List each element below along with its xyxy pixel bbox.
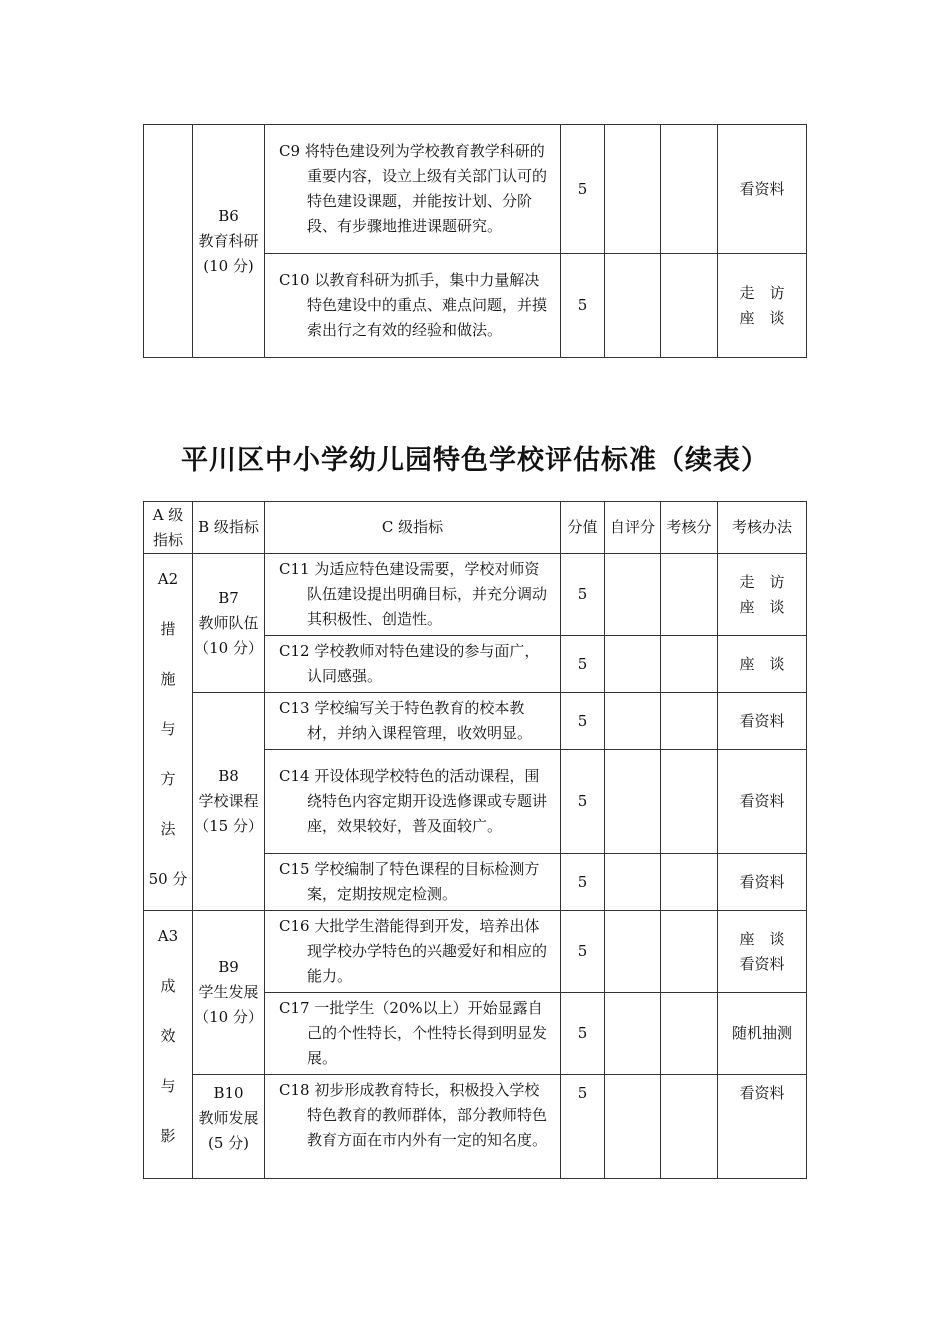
check-score-cell (661, 554, 718, 636)
table-row (144, 1075, 807, 1179)
score-cell: 5 (561, 554, 605, 636)
method-cell: 看资料 (718, 854, 807, 911)
c15-cell: C15 学校编制了特色课程的目标检测方案，定期按规定检测。 (265, 854, 561, 911)
b8-cell: B8 学校课程 （15 分） (193, 693, 265, 911)
b9-cell: B9 学生发展 （10 分） (193, 911, 265, 1075)
method-cell: 看资料 (718, 1075, 807, 1179)
self-score-cell (605, 854, 661, 911)
c17-cell: C17 一批学生（20%以上）开始显露自己的个性特长，个性特长得到明显发展。 (265, 993, 561, 1075)
c16-cell: C16 大批学生潜能得到开发，培养出体现学校办学特色的兴趣爱好和相应的能力。 (265, 911, 561, 993)
c18-cell: C18 初步形成教育特长，积极投入学校特色教育的教师群体，部分教师特色教育方面在市内外有一定的知名度。 (265, 1075, 561, 1179)
header-a-level: A 级指标 (144, 502, 193, 554)
check-score-cell (661, 693, 718, 750)
header-method: 考核办法 (718, 502, 807, 554)
self-score-cell (605, 993, 661, 1075)
header-c-level: C 级指标 (265, 502, 561, 554)
header-check-score: 考核分 (661, 502, 718, 554)
a2-cell: A2 措 施 与 方 法 50 分 (144, 554, 193, 911)
header-self-score: 自评分 (605, 502, 661, 554)
method-cell: 座 谈 (718, 636, 807, 693)
method-cell: 座 谈 看资料 (718, 911, 807, 993)
self-score-cell (605, 125, 661, 254)
score-cell: 5 (561, 693, 605, 750)
table-header-row (144, 502, 807, 554)
b10-cell: B10 教师发展 (5 分) (193, 1075, 265, 1179)
method-cell: 看资料 (718, 125, 807, 254)
table-row (144, 125, 807, 254)
table-row (144, 911, 807, 993)
c9-cell: C9 将特色建设列为学校教育教学科研的重要内容，设立上级有关部门认可的特色建设课题，并能按计划、分阶段、有步骤地推进课题研究。 (265, 125, 561, 254)
self-score-cell (605, 750, 661, 854)
check-score-cell (661, 254, 718, 358)
check-score-cell (661, 854, 718, 911)
check-score-cell (661, 750, 718, 854)
b7-cell: B7 教师队伍 （10 分） (193, 554, 265, 693)
method-cell: 随机抽测 (718, 993, 807, 1075)
method-cell: 走 访 座 谈 (718, 554, 807, 636)
header-b-level: B 级指标 (193, 502, 265, 554)
a-level-cell (144, 125, 193, 358)
score-cell: 5 (561, 636, 605, 693)
table-continuation (143, 124, 807, 358)
score-cell: 5 (561, 993, 605, 1075)
method-cell: 走 访 座 谈 (718, 254, 807, 358)
method-cell: 看资料 (718, 750, 807, 854)
c14-cell: C14 开设体现学校特色的活动课程，围绕特色内容定期开设选修课或专题讲座，效果较好，普及面较广。 (265, 750, 561, 854)
c13-cell: C13 学校编写关于特色教育的校本教材，并纳入课程管理，收效明显。 (265, 693, 561, 750)
score-cell: 5 (561, 854, 605, 911)
header-score: 分值 (561, 502, 605, 554)
table-row (144, 693, 807, 750)
self-score-cell (605, 693, 661, 750)
score-cell: 5 (561, 911, 605, 993)
score-cell: 5 (561, 1075, 605, 1179)
b6-name: 教育科研 (198, 231, 259, 250)
self-score-cell (605, 911, 661, 993)
b6-points: (10 分) (203, 256, 254, 275)
table-evaluation (143, 501, 807, 1179)
check-score-cell (661, 993, 718, 1075)
c12-cell: C12 学校教师对特色建设的参与面广，认同感强。 (265, 636, 561, 693)
method-cell: 看资料 (718, 693, 807, 750)
c11-cell: C11 为适应特色建设需要，学校对师资队伍建设提出明确目标，并充分调动其积极性、创造性。 (265, 554, 561, 636)
c10-cell: C10 以教育科研为抓手，集中力量解决特色建设中的重点、难点问题，并摸索出行之有效的经验和做法。 (265, 254, 561, 358)
score-cell: 5 (561, 125, 605, 254)
self-score-cell (605, 1075, 661, 1179)
score-cell: 5 (561, 750, 605, 854)
check-score-cell (661, 1075, 718, 1179)
self-score-cell (605, 554, 661, 636)
check-score-cell (661, 636, 718, 693)
self-score-cell (605, 636, 661, 693)
b6-cell (193, 125, 265, 358)
b6-code: B6 (218, 206, 239, 225)
self-score-cell (605, 254, 661, 358)
page-title: 平川区中小学幼儿园特色学校评估标准（续表） (181, 445, 769, 476)
score-cell: 5 (561, 254, 605, 358)
check-score-cell (661, 125, 718, 254)
table-row (144, 554, 807, 636)
a3-cell: A3 成 效 与 影 (144, 911, 193, 1179)
check-score-cell (661, 911, 718, 993)
